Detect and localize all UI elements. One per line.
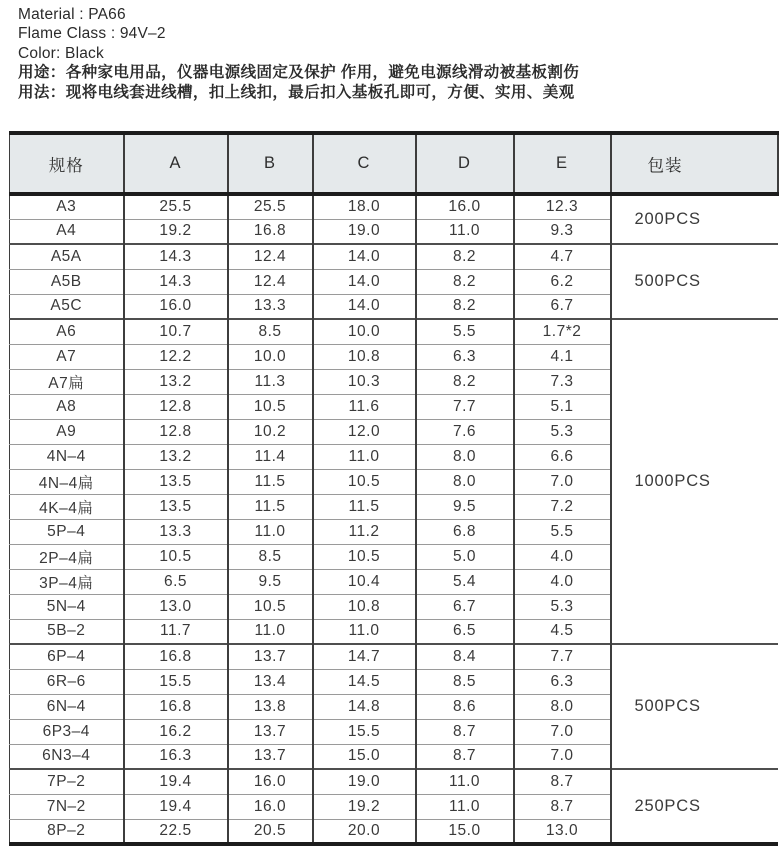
value-cell: 8.0 [416, 469, 514, 494]
value-cell: 4.0 [514, 569, 611, 594]
column-header-C: C [313, 133, 416, 194]
value-cell: 14.0 [313, 244, 416, 269]
color-line: Color: Black [18, 44, 104, 62]
value-cell: 11.5 [228, 494, 313, 519]
value-cell: 19.0 [313, 769, 416, 794]
value-cell: 19.2 [124, 219, 228, 244]
value-cell: 8.2 [416, 294, 514, 319]
value-cell: 25.5 [228, 194, 313, 219]
value-cell: 16.0 [228, 769, 313, 794]
value-cell: 8.5 [228, 319, 313, 344]
value-cell: 12.4 [228, 244, 313, 269]
value-cell: 5.4 [416, 569, 514, 594]
value-cell: 10.5 [228, 594, 313, 619]
value-cell: 4.0 [514, 544, 611, 569]
value-cell: 14.5 [313, 669, 416, 694]
column-header-spec: 规格 [10, 133, 124, 194]
spec-cell: 4N–4 [10, 444, 124, 469]
value-cell: 10.0 [228, 344, 313, 369]
spec-cell: A3 [10, 194, 124, 219]
value-cell: 4.7 [514, 244, 611, 269]
spec-cell: 6R–6 [10, 669, 124, 694]
spec-cell: A5C [10, 294, 124, 319]
value-cell: 8.4 [416, 644, 514, 669]
value-cell: 7.0 [514, 719, 611, 744]
package-cell: 500PCS [611, 244, 778, 319]
value-cell: 12.3 [514, 194, 611, 219]
value-cell: 13.5 [124, 469, 228, 494]
spec-cell: A4 [10, 219, 124, 244]
value-cell: 11.2 [313, 519, 416, 544]
value-cell: 16.8 [124, 644, 228, 669]
value-cell: 11.3 [228, 369, 313, 394]
value-cell: 12.0 [313, 419, 416, 444]
value-cell: 13.3 [124, 519, 228, 544]
value-cell: 13.0 [124, 594, 228, 619]
value-cell: 16.2 [124, 719, 228, 744]
spec-cell: 4K–4扁 [10, 494, 124, 519]
value-cell: 10.8 [313, 344, 416, 369]
value-cell: 6.7 [514, 294, 611, 319]
value-cell: 10.2 [228, 419, 313, 444]
value-cell: 12.2 [124, 344, 228, 369]
value-cell: 7.0 [514, 469, 611, 494]
value-cell: 25.5 [124, 194, 228, 219]
spec-cell: 6N3–4 [10, 744, 124, 769]
value-cell: 13.7 [228, 719, 313, 744]
value-cell: 14.0 [313, 269, 416, 294]
value-cell: 15.0 [416, 819, 514, 844]
value-cell: 8.2 [416, 369, 514, 394]
table-row [10, 244, 778, 269]
table-row [10, 769, 778, 794]
value-cell: 10.3 [313, 369, 416, 394]
value-cell: 8.2 [416, 244, 514, 269]
spec-cell: 7N–2 [10, 794, 124, 819]
spec-cell: 5B–2 [10, 619, 124, 644]
value-cell: 11.5 [313, 494, 416, 519]
value-cell: 11.5 [228, 469, 313, 494]
value-cell: 10.0 [313, 319, 416, 344]
spec-cell: A6 [10, 319, 124, 344]
value-cell: 16.0 [124, 294, 228, 319]
spec-cell: A5A [10, 244, 124, 269]
package-cell: 500PCS [611, 644, 778, 769]
value-cell: 4.5 [514, 619, 611, 644]
value-cell: 8.5 [416, 669, 514, 694]
value-cell: 14.8 [313, 694, 416, 719]
value-cell: 22.5 [124, 819, 228, 844]
value-cell: 13.7 [228, 644, 313, 669]
spec-table-head [10, 133, 778, 194]
spec-cell: A7扁 [10, 369, 124, 394]
value-cell: 11.0 [228, 519, 313, 544]
spec-cell: 6N–4 [10, 694, 124, 719]
spec-cell: 3P–4扁 [10, 569, 124, 594]
value-cell: 5.3 [514, 419, 611, 444]
spec-cell: 8P–2 [10, 819, 124, 844]
column-header-package: 包装 [611, 133, 778, 194]
value-cell: 6.6 [514, 444, 611, 469]
value-cell: 5.5 [514, 519, 611, 544]
spec-cell: 6P3–4 [10, 719, 124, 744]
value-cell: 13.0 [514, 819, 611, 844]
value-cell: 8.7 [416, 719, 514, 744]
column-header-B: B [228, 133, 313, 194]
value-cell: 9.5 [416, 494, 514, 519]
package-cell: 1000PCS [611, 319, 778, 644]
value-cell: 7.0 [514, 744, 611, 769]
value-cell: 9.3 [514, 219, 611, 244]
value-cell: 14.3 [124, 269, 228, 294]
value-cell: 6.2 [514, 269, 611, 294]
value-cell: 13.4 [228, 669, 313, 694]
value-cell: 12.4 [228, 269, 313, 294]
usage-line: 用途：各种家电用品，仪器电源线固定及保护 作用，避免电源线滑动被基板割伤 [18, 64, 580, 82]
value-cell: 19.4 [124, 794, 228, 819]
value-cell: 7.2 [514, 494, 611, 519]
value-cell: 18.0 [313, 194, 416, 219]
value-cell: 8.7 [416, 744, 514, 769]
value-cell: 13.3 [228, 294, 313, 319]
value-cell: 1.7*2 [514, 319, 611, 344]
spec-cell: A9 [10, 419, 124, 444]
value-cell: 5.0 [416, 544, 514, 569]
value-cell: 15.5 [313, 719, 416, 744]
value-cell: 4.1 [514, 344, 611, 369]
value-cell: 10.5 [313, 469, 416, 494]
value-cell: 12.8 [124, 419, 228, 444]
value-cell: 8.6 [416, 694, 514, 719]
table-row [10, 194, 778, 219]
value-cell: 6.7 [416, 594, 514, 619]
value-cell: 14.3 [124, 244, 228, 269]
value-cell: 10.5 [313, 544, 416, 569]
spec-cell: 2P–4扁 [10, 544, 124, 569]
value-cell: 11.0 [416, 219, 514, 244]
value-cell: 11.0 [313, 444, 416, 469]
value-cell: 7.7 [514, 644, 611, 669]
spec-cell: 5N–4 [10, 594, 124, 619]
value-cell: 5.3 [514, 594, 611, 619]
product-info-block [18, 5, 579, 102]
spec-table-container [9, 131, 777, 846]
flame-class-line: Flame Class : 94V–2 [18, 25, 166, 43]
value-cell: 9.5 [228, 569, 313, 594]
value-cell: 6.5 [416, 619, 514, 644]
value-cell: 13.2 [124, 369, 228, 394]
value-cell: 8.5 [228, 544, 313, 569]
header-row [10, 133, 778, 194]
method-line: 用法：现将电线套进线槽，扣上线扣，最后扣入基板孔即可，方便、实用、美观 [18, 83, 575, 101]
value-cell: 15.5 [124, 669, 228, 694]
value-cell: 16.8 [124, 694, 228, 719]
value-cell: 7.3 [514, 369, 611, 394]
value-cell: 15.0 [313, 744, 416, 769]
value-cell: 12.8 [124, 394, 228, 419]
value-cell: 5.1 [514, 394, 611, 419]
value-cell: 10.7 [124, 319, 228, 344]
value-cell: 16.3 [124, 744, 228, 769]
spec-cell: 6P–4 [10, 644, 124, 669]
value-cell: 13.8 [228, 694, 313, 719]
package-cell: 250PCS [611, 769, 778, 844]
value-cell: 6.3 [514, 669, 611, 694]
value-cell: 14.7 [313, 644, 416, 669]
value-cell: 10.8 [313, 594, 416, 619]
value-cell: 19.2 [313, 794, 416, 819]
value-cell: 11.0 [416, 794, 514, 819]
value-cell: 6.3 [416, 344, 514, 369]
value-cell: 13.5 [124, 494, 228, 519]
value-cell: 19.4 [124, 769, 228, 794]
package-cell: 200PCS [611, 194, 778, 244]
spec-cell: A8 [10, 394, 124, 419]
value-cell: 20.5 [228, 819, 313, 844]
value-cell: 13.2 [124, 444, 228, 469]
value-cell: 14.0 [313, 294, 416, 319]
spec-cell: 4N–4扁 [10, 469, 124, 494]
value-cell: 8.7 [514, 769, 611, 794]
value-cell: 6.8 [416, 519, 514, 544]
value-cell: 11.4 [228, 444, 313, 469]
value-cell: 6.5 [124, 569, 228, 594]
value-cell: 19.0 [313, 219, 416, 244]
value-cell: 8.0 [514, 694, 611, 719]
column-header-A: A [124, 133, 228, 194]
value-cell: 11.6 [313, 394, 416, 419]
column-header-D: D [416, 133, 514, 194]
spec-cell: 7P–2 [10, 769, 124, 794]
material-line: Material : PA66 [18, 6, 126, 23]
value-cell: 10.5 [124, 544, 228, 569]
value-cell: 7.7 [416, 394, 514, 419]
value-cell: 20.0 [313, 819, 416, 844]
value-cell: 7.6 [416, 419, 514, 444]
spec-cell: A5B [10, 269, 124, 294]
column-header-E: E [514, 133, 611, 194]
spec-cell: A7 [10, 344, 124, 369]
value-cell: 13.7 [228, 744, 313, 769]
value-cell: 11.0 [228, 619, 313, 644]
value-cell: 11.0 [313, 619, 416, 644]
value-cell: 10.4 [313, 569, 416, 594]
value-cell: 11.0 [416, 769, 514, 794]
value-cell: 8.7 [514, 794, 611, 819]
value-cell: 16.0 [228, 794, 313, 819]
table-row [10, 319, 778, 344]
value-cell: 8.2 [416, 269, 514, 294]
value-cell: 16.0 [416, 194, 514, 219]
value-cell: 10.5 [228, 394, 313, 419]
value-cell: 16.8 [228, 219, 313, 244]
value-cell: 5.5 [416, 319, 514, 344]
value-cell: 8.0 [416, 444, 514, 469]
value-cell: 11.7 [124, 619, 228, 644]
table-row [10, 644, 778, 669]
spec-cell: 5P–4 [10, 519, 124, 544]
spec-table [9, 131, 779, 846]
spec-table-body [10, 194, 778, 844]
